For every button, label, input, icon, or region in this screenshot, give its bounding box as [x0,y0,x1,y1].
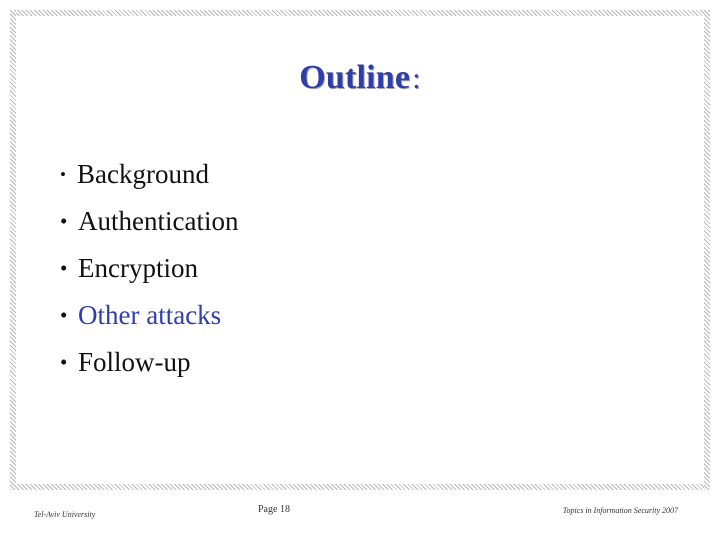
frame-bottom-border [10,484,710,490]
bullet-label-follow-up: Follow-up [78,347,191,377]
bullet-list [60,151,480,386]
title-text: Outline [299,59,411,96]
bullet-item-other-attacks [60,292,480,339]
bullet-item-authentication [60,198,480,245]
bullet-icon: • [60,256,68,280]
footer-page-number: Page 18 [258,504,290,515]
bullet-item-background [60,151,480,198]
slide-title [0,59,720,97]
bullet-icon: • [60,209,68,233]
bullet-label-background: Background [77,159,209,189]
bullet-label-authentication: Authentication [78,206,239,236]
footer-course-title: Topics in Information Security 2007 [562,506,678,515]
bullet-label-encryption: Encryption [78,253,198,283]
bullet-item-encryption [60,245,480,292]
bullet-item-follow-up [60,339,480,386]
bullet-label-other-attacks: Other attacks [78,300,222,330]
bullet-icon: • [60,350,68,374]
bullet-icon: • [60,165,66,184]
frame-top-border [10,10,710,16]
bullet-icon: • [60,303,68,327]
footer-university: Tel-Aviv University [34,510,96,519]
title-colon: : [412,62,421,95]
